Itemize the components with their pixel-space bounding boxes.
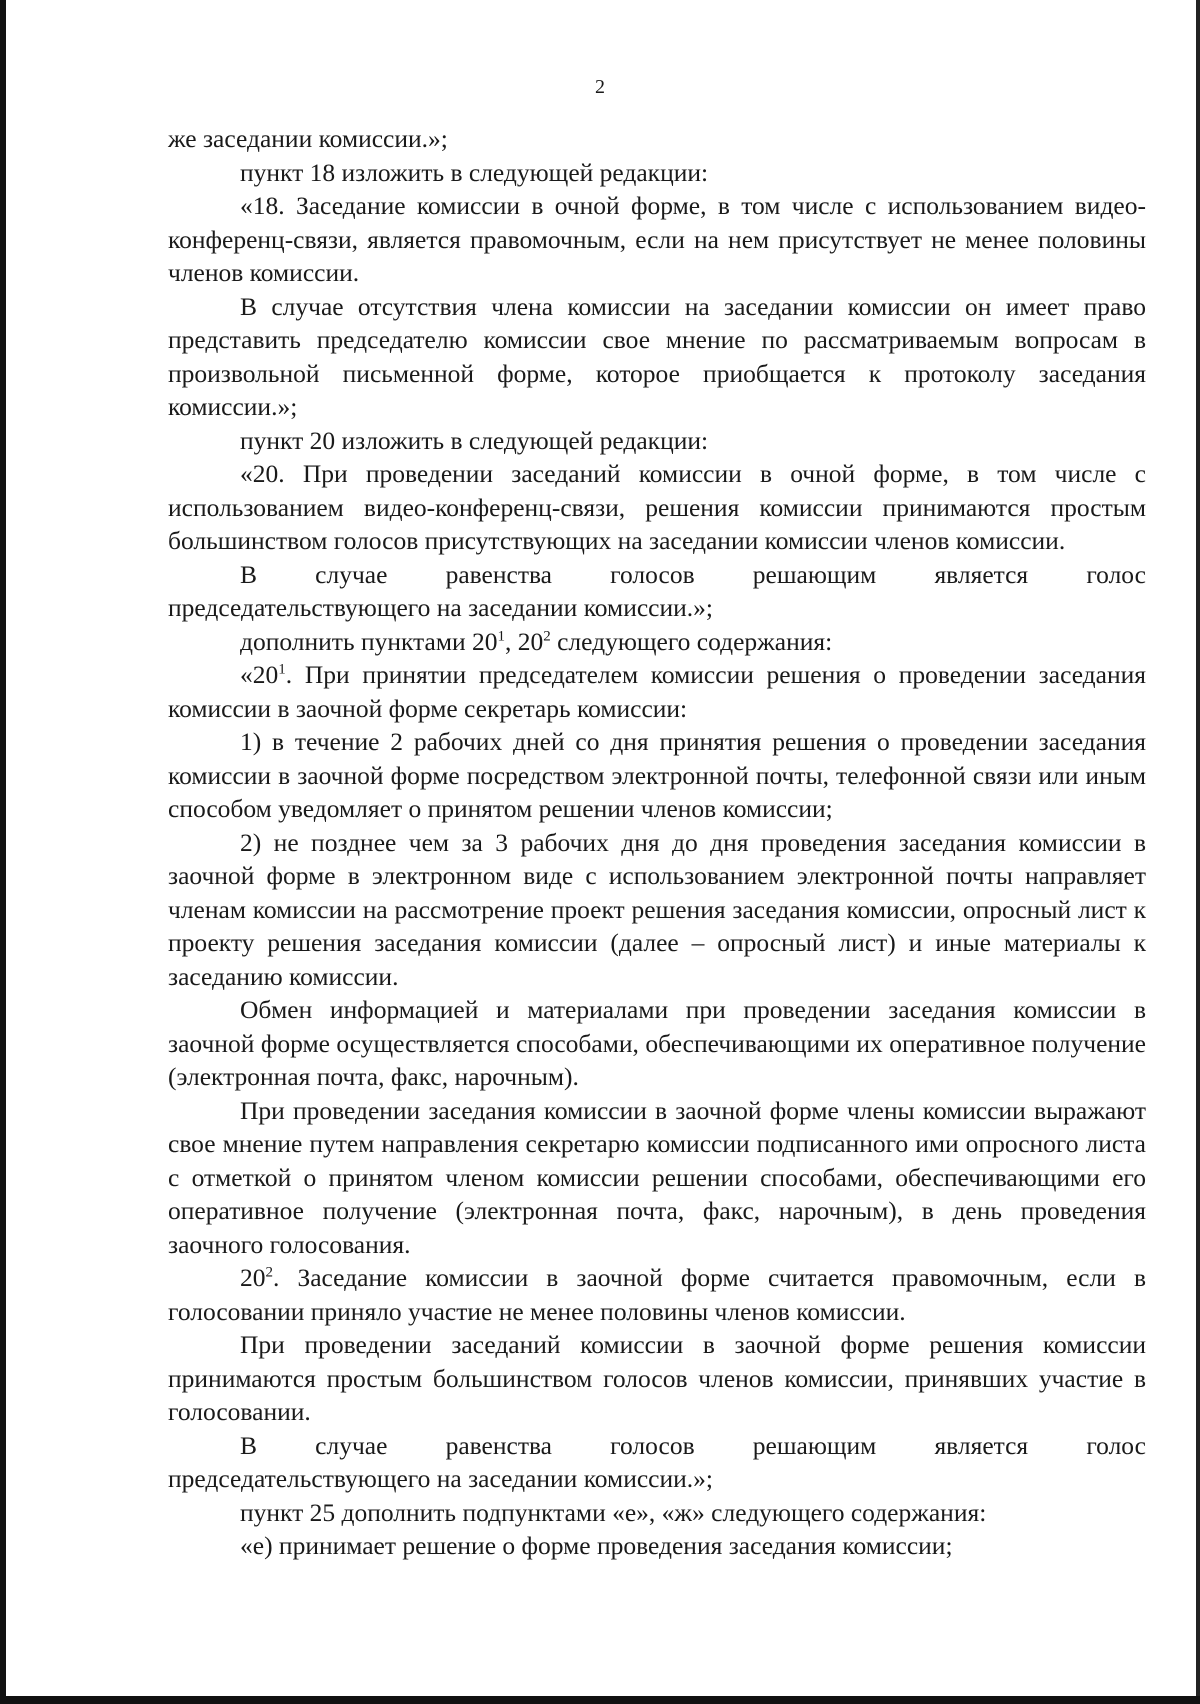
- paragraph: В случае равенства голосов решающим является голос: [240, 1430, 1146, 1460]
- paragraph: председательствующего на заседании комиссии.»;: [168, 593, 713, 622]
- scan-edge-bottom: [0, 1696, 1200, 1704]
- paragraph: В случае равенства голосов решающим является голос: [240, 559, 1146, 589]
- paragraph: 2) не позднее чем за 3 рабочих дня до дня проведения заседания комиссии в заочной форме в электронном виде с использованием электронной почты направляет членам комиссии на рассмотрение проект решения заседания комиссии, опросный лист к проекту решения заседания комиссии (далее – опросный лист) и иные материалы к заседанию комиссии.: [168, 827, 1146, 991]
- paragraph: пункт 25 дополнить подпунктами «е», «ж» следующего содержания:: [240, 1497, 987, 1527]
- paragraph: В случае отсутствия члена комиссии на заседании комиссии он имеет право представить председателю комиссии свое мнение по рассматриваемым вопросам в произвольной письменной форме, которое приобщается к протоколу заседания комиссии.»;: [168, 291, 1146, 421]
- paragraph: же заседании комиссии.»;: [168, 124, 448, 153]
- paragraph: [168, 1261, 1146, 1328]
- text-run: дополнить пунктами 20: [240, 626, 498, 656]
- paragraph: «20. При проведении заседаний комиссии в очной форме, в том числе с использованием видео-конференц-связи, решения комиссии принимаются простым большинством голосов присутствующих на заседании комиссии членов комиссии.: [168, 459, 1146, 555]
- paragraph: При проведении заседаний комиссии в заочной форме решения комиссии принимаются простым большинством голосов членов комиссии, принявших участие в голосовании.: [168, 1330, 1146, 1426]
- text-run: «20: [240, 660, 279, 689]
- text-run: следующего содержания:: [550, 626, 833, 656]
- text-run: . Заседание комиссии в заочной форме считается правомочным, если в голосовании приняло участие не менее половины членов комиссии.: [168, 1263, 1146, 1326]
- superscript: 1: [278, 661, 286, 678]
- paragraph: 1) в течение 2 рабочих дней со дня принятия решения о проведении заседания комиссии в заочной форме посредством электронной почты, телефонной связи или иным способом уведомляет о принятом решении членов комиссии;: [168, 727, 1146, 823]
- paragraph: При проведении заседания комиссии в заочной форме члены комиссии выражают свое мнение путем направления секретарю комиссии подписанного ими опросного листа с отметкой о принятом членом комиссии решении способами, обеспечивающими его оперативное получение (электронная почта, факс, нарочным), в день проведения заочного голосования.: [168, 1095, 1146, 1259]
- text-run: . При принятии председателем комиссии решения о проведении заседания комиссии в заочной форме секретарь комиссии:: [168, 660, 1146, 723]
- superscript: 2: [543, 628, 551, 644]
- paragraph: Обмен информацией и материалами при проведении заседания комиссии в заочной форме осуществляется способами, обеспечивающими их оперативное получение (электронная почта, факс, нарочным).: [168, 995, 1146, 1091]
- superscript: 2: [265, 1264, 273, 1281]
- scan-edge-right: [1196, 0, 1200, 1704]
- text-run: , 20: [504, 626, 544, 656]
- document-body: [168, 122, 1146, 1563]
- paragraph: [168, 658, 1146, 725]
- paragraph: пункт 20 изложить в следующей редакции:: [240, 425, 709, 455]
- paragraph: председательствующего на заседании комиссии.»;: [168, 1464, 713, 1493]
- text-run: 20: [240, 1263, 266, 1292]
- paragraph: пункт 18 изложить в следующей редакции:: [240, 157, 709, 187]
- page-number: 2: [595, 76, 605, 98]
- paragraph: [168, 625, 1146, 659]
- scan-edge-left: [0, 0, 6, 1704]
- paragraph: «е) принимает решение о форме проведения заседания комиссии;: [240, 1531, 953, 1560]
- superscript: 1: [497, 628, 505, 644]
- paragraph: «18. Заседание комиссии в очной форме, в том числе с использованием видео-конференц-связи, является правомочным, если на нем присутствует не менее половины членов комиссии.: [168, 191, 1146, 287]
